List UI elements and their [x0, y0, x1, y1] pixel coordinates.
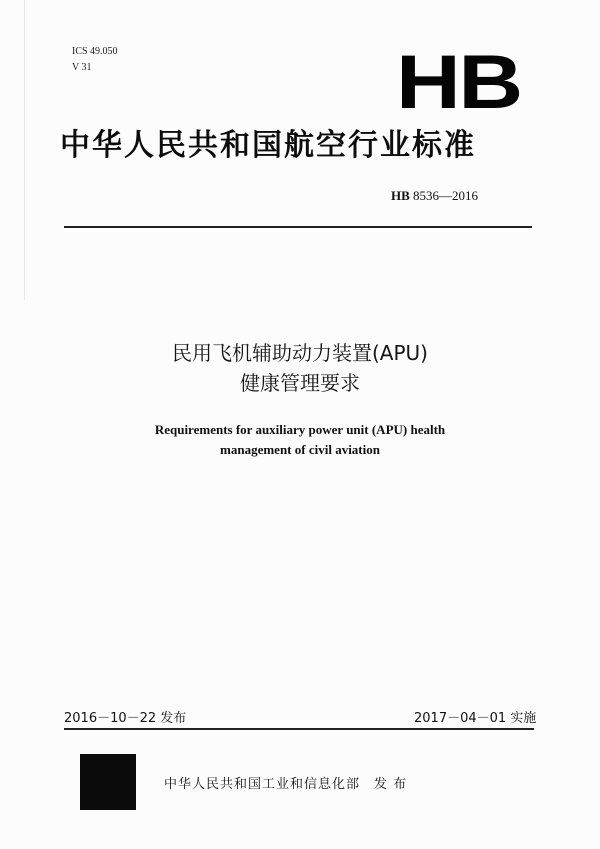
bottom-divider — [64, 728, 534, 730]
ministry-emblem-icon — [80, 754, 136, 810]
standard-code: 8536—2016 — [413, 188, 479, 203]
standard-number — [391, 188, 478, 204]
chinese-title-line2: 健康管理要求 — [240, 371, 360, 395]
english-title-line1: Requirements for auxiliary power unit (APU) health — [154, 422, 446, 437]
chinese-title — [0, 338, 600, 398]
english-title — [0, 420, 600, 460]
ics-code: ICS 49.050 — [72, 46, 118, 57]
chinese-title-line1: 民用飞机辅助动力装置(APU) — [172, 341, 428, 365]
class-code: V 31 — [72, 62, 92, 73]
hb-logo: HB — [396, 40, 521, 125]
standard-category-title: 中华人民共和国航空行业标准 — [60, 128, 476, 163]
classification-codes — [72, 44, 118, 76]
scan-edge-line — [24, 0, 25, 300]
english-title-line2: management of civil aviation — [220, 442, 380, 457]
implementation-date: 2017－04－01 实施 — [414, 711, 537, 726]
standard-prefix: HB — [391, 188, 410, 203]
publisher: 中华人民共和国工业和信息化部 发 布 — [164, 777, 408, 792]
top-divider — [64, 226, 532, 228]
issue-date: 2016－10－22 发布 — [64, 711, 187, 726]
